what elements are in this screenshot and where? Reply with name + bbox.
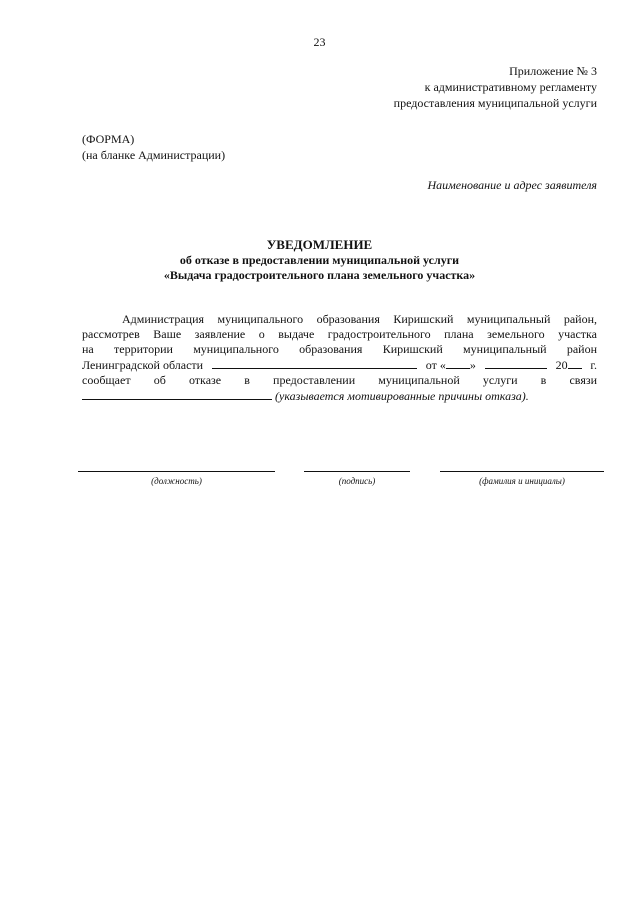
page-number: 23 [313, 35, 326, 49]
body-line-2: рассмотрев Ваше заявление о выдаче градостроительного плана земельного участка [82, 327, 597, 341]
document-title [0, 237, 639, 283]
addressee-label: Наименование и адрес заявителя [427, 178, 597, 192]
title-subtitle-2: «Выдача градостроительного плана земельного участка» [163, 268, 476, 282]
year-blank[interactable] [568, 357, 582, 369]
appendix-line-1: Приложение № 3 [509, 64, 597, 78]
reason-blank[interactable] [82, 388, 272, 400]
body-line-6 [82, 388, 597, 404]
form-label-block [82, 131, 225, 163]
name-label: (фамилия и инициалы) [479, 476, 565, 486]
appendix-line-2: к административному регламенту [424, 80, 597, 94]
year-group: 20 [556, 357, 582, 373]
date-prefix: от « » [425, 358, 476, 372]
appendix-reference [394, 63, 597, 111]
decision-blank[interactable] [212, 357, 417, 369]
region-text: Ленинградской области [82, 358, 204, 372]
day-blank[interactable] [446, 357, 470, 369]
position-label: (должность) [151, 476, 202, 486]
notice-body [82, 312, 597, 404]
body-line-5: сообщает об отказе в предоставлении муниципальной услуги в связи [82, 373, 597, 387]
title-subtitle-1: об отказе в предоставлении муниципальной услуги [179, 253, 460, 267]
body-line-3: на территории муниципального образования Киришский муниципальный район [82, 342, 597, 356]
form-note: (на бланке Администрации) [82, 148, 226, 162]
year-suffix: г. [590, 358, 597, 372]
reason-hint: (указывается мотивированные причины отказа). [275, 389, 529, 403]
body-line-1: Администрация муниципального образования Киришский муниципальный район, [122, 312, 597, 326]
position-signature-line[interactable] [78, 471, 275, 472]
title-main: УВЕДОМЛЕНИЕ [266, 237, 373, 252]
form-label: (ФОРМА) [82, 132, 135, 146]
sign-signature-line[interactable] [304, 471, 410, 472]
name-signature-line[interactable] [440, 471, 604, 472]
body-line-4 [82, 357, 597, 373]
appendix-line-3: предоставления муниципальной услуги [393, 96, 597, 110]
sign-label: (подпись) [338, 476, 376, 486]
month-blank[interactable] [485, 357, 547, 369]
